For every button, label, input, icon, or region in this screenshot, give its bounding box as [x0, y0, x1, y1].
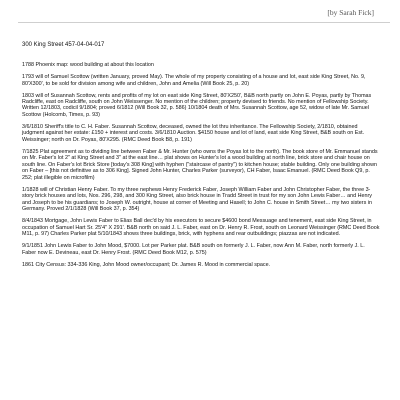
- paragraph: 3/6/1810 Sheriff's title to C. H. Faber. Susannah Scottow, deceased, owned the lot thru inheritance. The Fellowship Society, 2/1810, obtained judgment against her estate: £150 + interest and costs. 3/6/1810 Auction. $4150 house and lot of land, east side King Street, B&B south on Est. Weissinger; north on Dr. Poyas, 80'X295. (RMC Deed Book B8, p. 191): [22, 123, 365, 143]
- paragraph: 1/1828 will of Christian Henry Faber. To my three nephews Henry Frederick Faber, Joseph William Faber and John Christopher Faber, the three 3-story brick houses and lots, Nos. 296, 298, and 300 King Street, also brick house in Tradd Street in trust for my son John Lewis Faber… and Henry and Joseph to be his guardians; to Joseph W. outright, house at corner of Meeting and Hasell; to John C. house in Smith Street… my two sisters in Germany. Proved 2/1/1828 (Will Book 37, p. 354): [22, 186, 372, 213]
- paragraph: 1861 City Census: 334-336 King, John Mood owner/occupant; Dr. James R. Mood in commercial space.: [22, 261, 271, 268]
- header-divider: [18, 22, 390, 23]
- document-body: [22, 62, 380, 274]
- author-byline: [by Sarah Fick]: [327, 8, 374, 17]
- paragraph: 8/4/1843 Mortgage, John Lewis Faber to Elias Ball dec'd by his executors to secure $4600 bond Messuage and tenement, east side King Street, in occupation of Samuel Hart Sr. 25'4" X 291'. B&B north on said J. L. Faber, east on Dr. Henry R. Frost, south on Leonard Weissinger (RMC Deed Book M11, p. 97) Charles Parker plat 5/10/1843 shows three buildings, brick, with hyphens and rear outbuildings; piazzas are not indicated.: [22, 218, 380, 238]
- paragraph: 7/1825 Plat agreement as to dividing line between Faber & Mr. Hunter (who owns the Poyas lot to the north). The book store of Mr. Emmanuel stands on Mr. Faber's lot 2" at King Street and 3" at the east line… plat shows on Hunter's lot a wood building at north line, brick store and chair house on south line. On Faber's lot Brick Store [today's 308 King] with hyphen ("staircase of pantry") to kitchen house; stable building. Only one building shown on Faber – [this not definitive as to 306 King]. Signed John Hunter, Charles Parker (surveyor), CH Faber, Isaac Emanuel. (RMC Deed Book Q9, p. 252; plat illegible on microfilm): [22, 148, 378, 181]
- document-title: 300 King Street 457-04-04-017: [22, 42, 105, 48]
- paragraph: 9/1/1851 John Lewis Faber to John Mood, $7000. Lot per Parker plat. B&B south on formerly J. L. Faber, now Ann M. Faber, north formerly J. L. Faber now E. Devineau, east Dr. Henry Frost. (RMC Deed Book M12, p. 575): [22, 243, 365, 256]
- paragraph: 1788 Phoenix map: wood building at about this location: [22, 62, 154, 68]
- paragraph: 1793 will of Samuel Scottow (written January, proved May). The whole of my property consisting of a house and lot, east side King Street, No. 9, 80'X300', to be sold for division among wife and children, John and Amelia (Will Book 25, p. 20): [22, 74, 366, 87]
- paragraph: 1803 will of Susannah Scottow, rents and profits of my lot on east side King Street, 80'X250', B&B north partly on John E. Poyas, partly by Thomas Radcliffe, east on Radcliffe, south on John Weissenger. No mention of the children; property devised to friends. No mention of Fellowship Society. Written 12/1803, codicil 9/1804; proved 6/1812 (Will Book 32, p. 586) 10/1804 death of Mrs. Susannah Scottow, age 52, widow of late Mr. Samuel Scottow (Holcomb, Times, p. 93): [22, 92, 372, 118]
